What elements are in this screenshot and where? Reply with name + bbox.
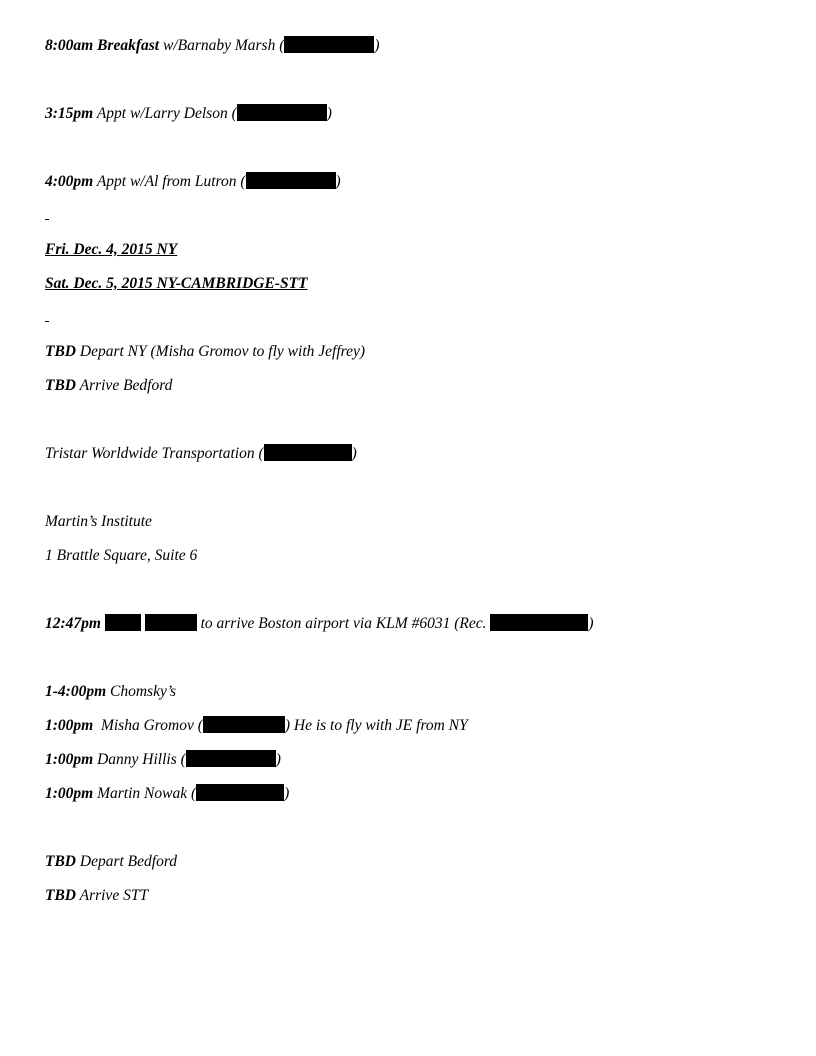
line-gromov [45, 716, 468, 736]
redaction-block [246, 172, 336, 189]
close-paren: ) [351, 445, 357, 462]
time: 1-4:00pm [45, 683, 107, 700]
time: TBD [45, 377, 76, 394]
time: 1:00pm [45, 785, 94, 802]
redaction-block [145, 614, 197, 631]
entry-text: to arrive Boston airport via KLM #6031 (Rec. [196, 615, 491, 632]
entry-text: Depart NY (Misha Gromov to fly with Jeffrey) [76, 343, 366, 360]
line-boston-arrival [45, 614, 594, 634]
close-paren: ) [275, 751, 281, 768]
line-nowak [45, 784, 289, 804]
entry-text: Appt w/Al from Lutron ( [93, 173, 246, 190]
time: 8:00am [45, 37, 94, 54]
close-paren: ) [374, 37, 380, 54]
line-arrive-bedford [45, 376, 172, 396]
time: 1:00pm [45, 751, 94, 768]
time: TBD [45, 887, 76, 904]
entry-text: Depart Bedford [76, 853, 178, 870]
line-depart-bedford [45, 852, 177, 872]
line-chomsky [45, 682, 176, 702]
entry-text: Misha Gromov ( [93, 717, 203, 734]
redaction-block [490, 614, 588, 631]
entry-text: Arrive Bedford [76, 377, 173, 394]
line-hillis [45, 750, 281, 770]
close-paren: ) [284, 785, 290, 802]
line-breakfast [45, 36, 380, 56]
line-transportation [45, 444, 357, 464]
entry-text: Chomsky’s [106, 683, 177, 700]
entry-text-after: ) He is to fly with JE from NY [284, 717, 468, 734]
close-paren: ) [588, 615, 594, 632]
redaction-block [196, 784, 284, 801]
entry-text: Danny Hillis ( [93, 751, 186, 768]
entry-text: Appt w/Larry Delson ( [93, 105, 237, 122]
blank-underline [45, 308, 49, 328]
close-paren: ) [335, 173, 341, 190]
date-heading-sat: Sat. Dec. 5, 2015 NY-CAMBRIDGE-STT [45, 275, 308, 292]
redaction-block [203, 716, 285, 733]
time: 12:47pm [45, 615, 101, 632]
redaction-block [105, 614, 141, 631]
line-arrive-stt [45, 886, 148, 906]
blank-underline [45, 206, 49, 226]
line-depart-ny [45, 342, 365, 362]
time: TBD [45, 343, 76, 360]
redaction-block [264, 444, 352, 461]
time: 3:15pm [45, 105, 94, 122]
entry-text: w/Barnaby Marsh ( [159, 37, 285, 54]
entry-text: Martin Nowak ( [93, 785, 197, 802]
time: TBD [45, 853, 76, 870]
redaction-block [284, 36, 374, 53]
line-appt-delson [45, 104, 332, 124]
line-institute: Martin’s Institute [45, 513, 152, 530]
entry-text: Arrive STT [76, 887, 149, 904]
line-address: 1 Brattle Square, Suite 6 [45, 547, 198, 564]
redaction-block [186, 750, 276, 767]
close-paren: ) [326, 105, 332, 122]
time: 1:00pm [45, 717, 94, 734]
entry-text: Tristar Worldwide Transportation ( [45, 445, 264, 462]
line-appt-lutron [45, 172, 341, 192]
event-label: Breakfast [97, 37, 160, 54]
time: 4:00pm [45, 173, 94, 190]
date-heading-fri: Fri. Dec. 4, 2015 NY [45, 241, 178, 258]
redaction-block [237, 104, 327, 121]
